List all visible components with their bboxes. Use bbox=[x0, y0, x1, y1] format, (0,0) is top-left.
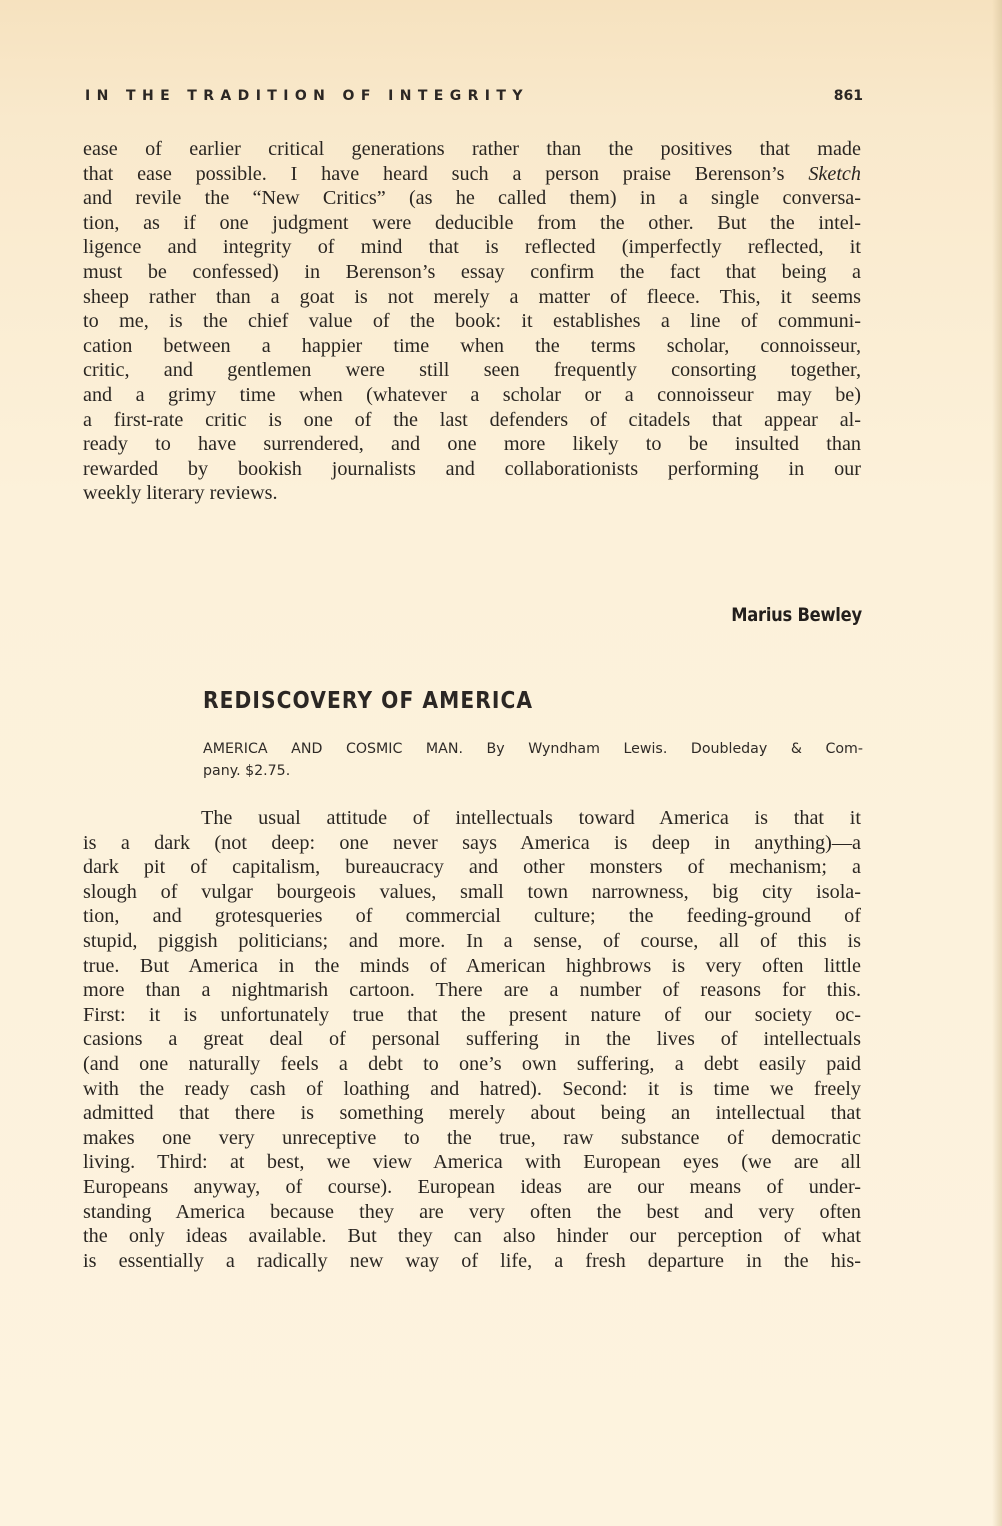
text-line: and a grimy time when (whatever a scholar or a connoisseur may be) bbox=[83, 383, 861, 406]
citation-line: AMERICA AND COSMIC MAN. By Wyndham Lewis. Doubleday & Com- bbox=[203, 741, 863, 757]
text-line: dark pit of capitalism, bureaucracy and other monsters of mechanism; a bbox=[83, 856, 861, 879]
text-line: the only ideas available. But they can also hinder our perception of what bbox=[83, 1225, 861, 1248]
author-signature: Marius Bewley bbox=[731, 604, 862, 626]
text-line: living. Third: at best, we view America with European eyes (we are all bbox=[83, 1151, 861, 1174]
text-line: and revile the “New Critics” (as he called them) in a single conversa- bbox=[83, 187, 861, 210]
review-2-body bbox=[83, 806, 861, 1273]
text-span: that ease possible. I have heard such a person praise Berenson’s bbox=[83, 162, 809, 185]
text-line: (and one naturally feels a debt to one’s own suffering, a debt easily paid bbox=[83, 1052, 861, 1075]
text-line: rewarded by bookish journalists and collaborationists performing in our bbox=[83, 457, 861, 480]
text-line: more than a nightmarish cartoon. There are a number of reasons for this. bbox=[83, 979, 861, 1002]
text-line: standing America because they are very often the best and very often bbox=[83, 1200, 861, 1223]
page-edge-shadow bbox=[992, 0, 1002, 1526]
text-line: must be confessed) in Berenson’s essay confirm the fact that being a bbox=[83, 260, 861, 283]
text-line: is a dark (not deep: one never says America is deep in anything)—a bbox=[83, 831, 861, 854]
text-line: slough of vulgar bourgeois values, small town narrowness, big city isola- bbox=[83, 880, 861, 903]
text-line: true. But America in the minds of American highbrows is very often little bbox=[83, 954, 861, 977]
text-line bbox=[83, 162, 861, 187]
italic-book-title: Sketch bbox=[808, 162, 861, 185]
book-citation bbox=[203, 738, 863, 782]
text-line: critic, and gentlemen were still seen frequently consorting together, bbox=[83, 359, 861, 382]
text-line: with the ready cash of loathing and hatred). Second: it is time we freely bbox=[83, 1077, 861, 1100]
text-line: casions a great deal of personal suffering in the lives of intellectuals bbox=[83, 1028, 861, 1051]
text-line: Europeans anyway, of course). European ideas are our means of under- bbox=[83, 1175, 861, 1198]
text-line: ligence and integrity of mind that is reflected (imperfectly reflected, it bbox=[83, 236, 861, 259]
text-line: tion, and grotesqueries of commercial culture; the feeding-ground of bbox=[83, 905, 861, 928]
text-line: a first-rate critic is one of the last defenders of citadels that appear al- bbox=[83, 408, 861, 431]
text-line: admitted that there is something merely about being an intellectual that bbox=[83, 1102, 861, 1125]
section-heading: REDISCOVERY OF AMERICA bbox=[203, 688, 534, 714]
text-line: makes one very unreceptive to the true, raw substance of democratic bbox=[83, 1126, 861, 1149]
running-head-title: IN THE TRADITION OF INTEGRITY bbox=[85, 88, 529, 104]
text-line: to me, is the chief value of the book: it establishes a line of communi- bbox=[83, 310, 861, 333]
text-line: ready to have surrendered, and one more likely to be insulted than bbox=[83, 433, 861, 456]
page-number: 861 bbox=[833, 88, 863, 104]
text-line: cation between a happier time when the terms scholar, connoisseur, bbox=[83, 334, 861, 357]
text-line: ease of earlier critical generations rather than the positives that made bbox=[83, 138, 861, 160]
text-line: sheep rather than a goat is not merely a matter of fleece. This, it seems bbox=[83, 285, 861, 308]
review-1-continuation bbox=[83, 137, 861, 506]
text-line: First: it is unfortunately true that the present nature of our society oc- bbox=[83, 1003, 861, 1026]
running-head bbox=[85, 88, 863, 110]
text-line: tion, as if one judgment were deducible from the other. But the intel- bbox=[83, 211, 861, 234]
text-line: stupid, piggish politicians; and more. In a sense, of course, all of this is bbox=[83, 929, 861, 952]
text-line: is essentially a radically new way of life, a fresh departure in the his- bbox=[83, 1249, 861, 1272]
citation-line: pany. $2.75. bbox=[203, 763, 291, 779]
text-line: The usual attitude of intellectuals toward America is that it bbox=[201, 807, 861, 829]
text-line: weekly literary reviews. bbox=[83, 482, 278, 505]
